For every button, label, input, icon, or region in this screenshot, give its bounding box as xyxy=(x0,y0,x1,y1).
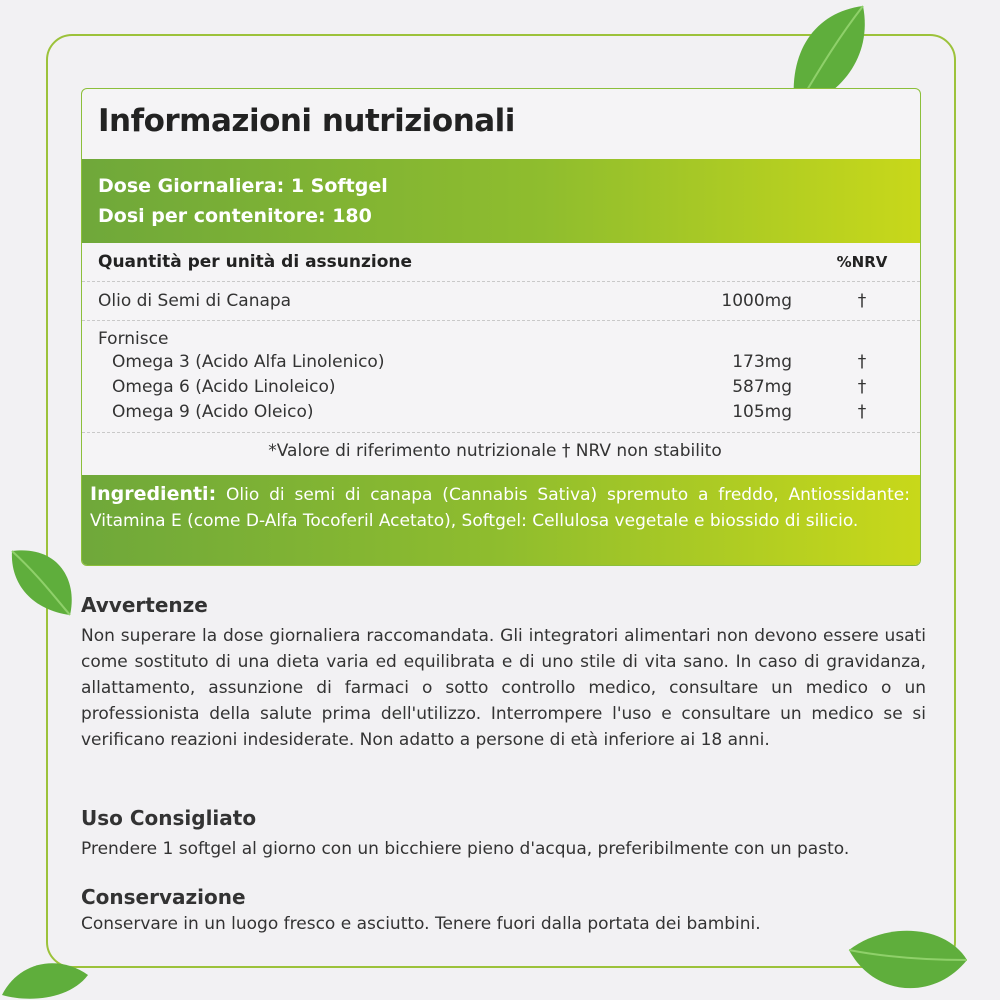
footnote: *Valore di riferimento nutrizionale † NRV non stabilito xyxy=(268,441,722,461)
table-row xyxy=(98,399,892,424)
storage-text: Conservare in un luogo fresco e asciutto. Tenere fuori dalla portata dei bambini. xyxy=(81,914,761,934)
leaf-icon-left xyxy=(8,545,78,620)
table-row xyxy=(98,374,892,399)
row-qty: 173mg xyxy=(732,351,792,372)
storage-heading: Conservazione xyxy=(81,885,246,909)
usage-section xyxy=(81,806,926,862)
doses-per-container: Dosi per contenitore: 180 xyxy=(98,205,372,227)
row-nrv: † xyxy=(857,291,867,311)
table-row xyxy=(98,349,892,374)
card-title: Informazioni nutrizionali xyxy=(98,103,515,139)
row-qty: 1000mg xyxy=(721,291,792,311)
usage-heading: Uso Consigliato xyxy=(81,806,257,830)
leaf-icon-bottom-left xyxy=(0,955,90,1000)
nutrition-table xyxy=(82,243,920,467)
row-name: Omega 3 (Acido Alfa Linolenico) xyxy=(112,351,385,372)
header-nrv: %NRV xyxy=(836,253,888,271)
row-nrv: † xyxy=(857,351,867,372)
warnings-text: Non superare la dose giornaliera raccomandata. Gli integratori alimentari non devono essere usati come sostituto di una dieta varia ed equilibrata e di uno stile di vita sano. In caso di gravidanza, allattamento, assunzione di farmaci o sotto controllo medico, consultare un medico o un professionista della salute prima dell'utilizzo. Interrompere l'uso e consultare un medico se si verificano reazioni indesiderate. Non adatto a persone di età inferiore ai 18 anni. xyxy=(81,626,926,750)
row-nrv: † xyxy=(857,401,867,422)
row-name: Olio di Semi di Canapa xyxy=(98,291,292,311)
ingredients-band xyxy=(82,475,920,565)
header-quantity: Quantità per unità di assunzione xyxy=(98,252,413,272)
row-name: Omega 6 (Acido Linoleico) xyxy=(112,376,336,397)
provides-label: Fornisce xyxy=(98,329,169,349)
row-qty: 587mg xyxy=(732,376,792,397)
dose-band xyxy=(82,159,920,243)
warnings-heading: Avvertenze xyxy=(81,593,208,617)
daily-dose: Dose Giornaliera: 1 Softgel xyxy=(98,175,388,197)
table-row xyxy=(98,282,892,320)
row-qty: 105mg xyxy=(732,401,792,422)
nutrition-card xyxy=(81,88,921,566)
row-nrv: † xyxy=(857,376,867,397)
row-name: Omega 9 (Acido Oleico) xyxy=(112,401,314,422)
storage-section xyxy=(81,885,926,937)
warnings-section xyxy=(81,593,926,753)
usage-text: Prendere 1 softgel al giorno con un bicchiere pieno d'acqua, preferibilmente con un pasto. xyxy=(81,839,850,859)
ingredients-label: Ingredienti: xyxy=(90,483,217,505)
table-header xyxy=(98,243,892,281)
ingredients-text: Olio di semi di canapa (Cannabis Sativa) spremuto a freddo, Antiossidante: Vitamina E (come D-Alfa Tocoferil Acetato), Softgel: Cellulosa vegetale e biossido di silicio. xyxy=(90,485,910,531)
